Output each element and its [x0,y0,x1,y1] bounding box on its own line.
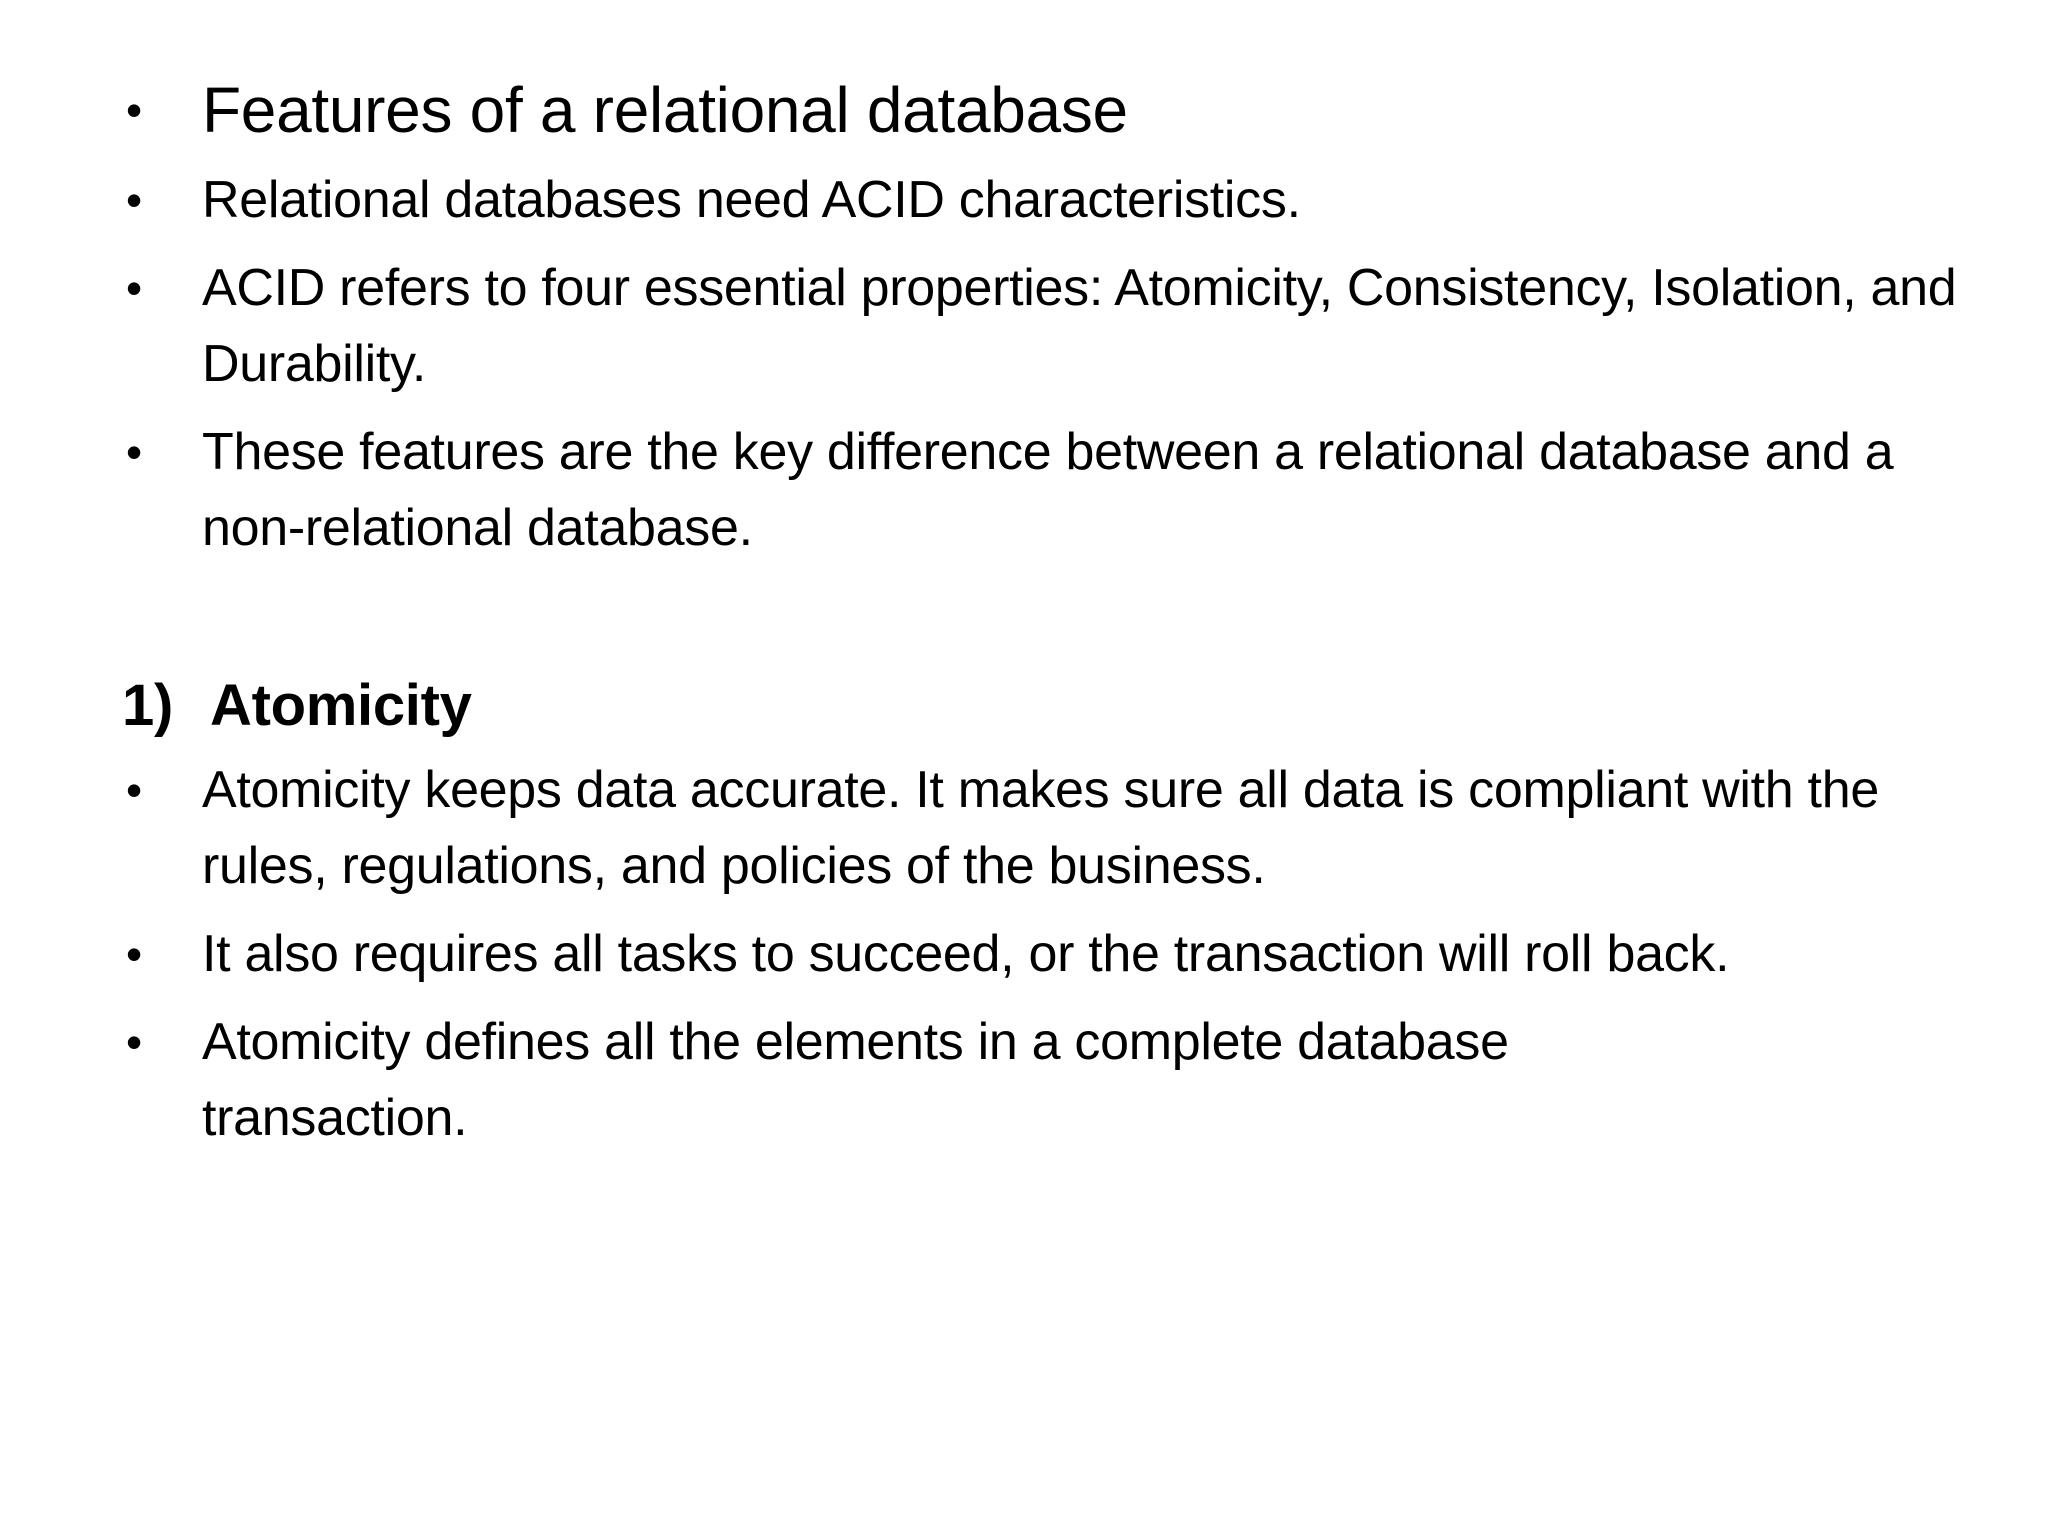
bullet-icon: • [126,84,142,136]
spacer [122,566,1962,666]
bullet-icon: • [126,928,142,980]
bullet-item [122,250,1962,402]
bullet-item-title [122,70,1962,150]
bullet-icon: • [126,174,142,226]
bullet-item [122,162,1962,238]
bullet-item [122,752,1962,904]
bullet-text: These features are the key difference between a relational database and a non-relational database. [202,423,1894,557]
slide-content [122,70,1962,1156]
bullet-item [122,1004,1762,1156]
bullet-icon: • [126,262,142,314]
bullet-icon: • [126,764,142,816]
bullet-icon: • [126,426,142,478]
bullet-text: It also requires all tasks to succeed, or the transaction will roll back. [202,925,1730,983]
bullet-icon: • [126,1016,142,1068]
bullet-text: Relational databases need ACID characteristics. [202,171,1301,229]
bullet-text: ACID refers to four essential properties: Atomicity, Consistency, Isolation, and Durability. [202,259,1957,393]
bullet-text: Atomicity keeps data accurate. It makes sure all data is compliant with the rules, regulations, and policies of the business. [202,761,1879,895]
section-title: Atomicity [210,673,472,738]
bullet-text: Atomicity defines all the elements in a complete database transaction. [202,1013,1509,1147]
bullet-item [122,414,1962,566]
slide-title: Features of a relational database [202,74,1128,146]
section-number: 1) [122,673,173,738]
section-heading [122,666,1962,746]
bullet-item [122,916,1962,992]
